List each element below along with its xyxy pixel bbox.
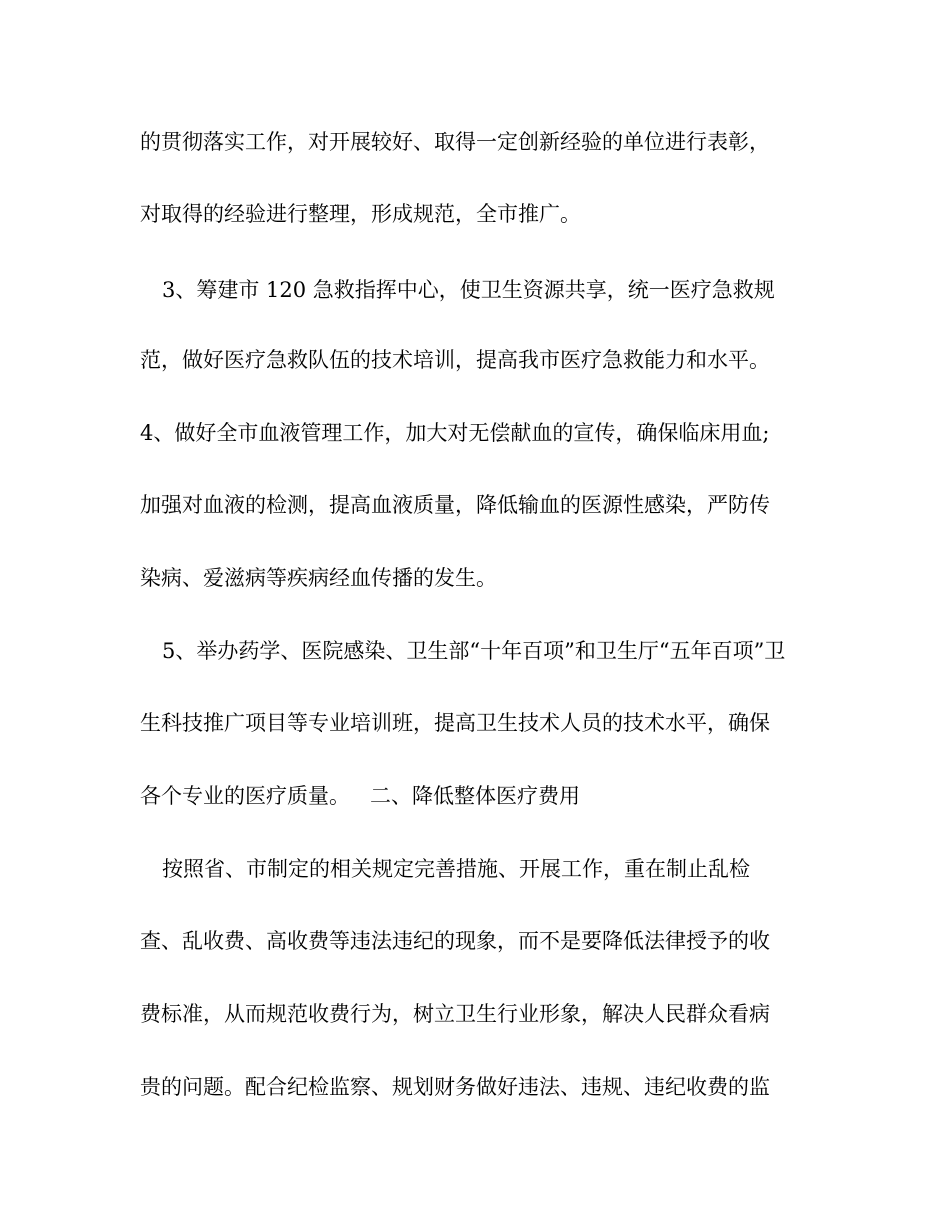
text-line-8: 5、举办药学、医院感染、卫生部“十年百项”和卫生厅“五年百项”卫 bbox=[162, 639, 786, 663]
text-line-11: 按照省、市制定的相关规定完善措施、开展工作，重在制止乱检 bbox=[162, 857, 750, 881]
text-line-5: 4、做好全市血液管理工作，加大对无偿献血的宣传，确保临床用血; bbox=[140, 421, 770, 445]
text-line-7: 染病、爱滋病等疾病经血传播的发生。 bbox=[140, 566, 497, 590]
text-line-9: 生科技推广项目等专业培训班，提高卫生技术人员的技术水平，确保 bbox=[140, 711, 770, 735]
text-line-12: 查、乱收费、高收费等违法违纪的现象，而不是要降低法律授予的收 bbox=[140, 929, 770, 953]
text-line-2: 对取得的经验进行整理，形成规范，全市推广。 bbox=[140, 202, 581, 226]
text-line-6: 加强对血液的检测，提高血液质量，降低输血的医源性感染，严防传 bbox=[140, 493, 770, 517]
text-line-3: 3、筹建市 120 急救指挥中心，使卫生资源共享，统一医疗急救规 bbox=[162, 278, 775, 302]
text-line-13: 费标准，从而规范收费行为，树立卫生行业形象，解决人民群众看病 bbox=[140, 1002, 770, 1026]
text-line-4: 范，做好医疗急救队伍的技术培训，提高我市医疗急救能力和水平。 bbox=[140, 348, 770, 372]
text-line-14: 贵的问题。配合纪检监察、规划财务做好违法、违规、违纪收费的监 bbox=[140, 1075, 770, 1099]
text-line-10: 各个专业的医疗质量。 二、降低整体医疗费用 bbox=[140, 784, 581, 808]
text-line-1: 的贯彻落实工作，对开展较好、取得一定创新经验的单位进行表彰， bbox=[140, 130, 770, 154]
